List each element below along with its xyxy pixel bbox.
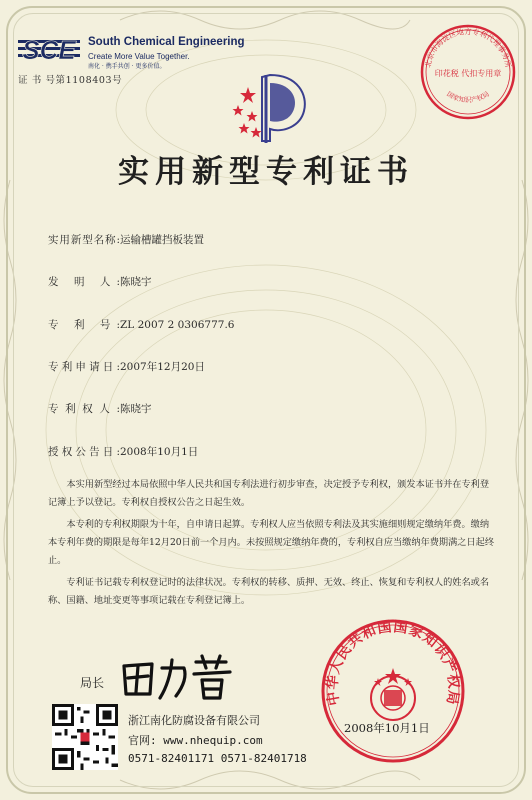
grant-date-field: [48, 444, 198, 459]
seal-ring-text: 中华人民共和国国家知识产权局: [324, 619, 462, 707]
utility-model-name-field: [48, 232, 204, 247]
paragraph-grant-statement: [48, 476, 496, 512]
sce-logo-icon: [18, 34, 80, 64]
utility-model-name-value: 运输槽罐挡板装置: [120, 234, 204, 246]
director-label: 局长: [80, 676, 105, 690]
filing-date-field: [48, 359, 205, 374]
company-tagline-cn: 南化 · 携手共创 · 更多价值。: [88, 63, 166, 70]
company-tagline: Create More Value Together.: [88, 52, 190, 61]
patentee-label: 专利权人:: [48, 403, 120, 415]
seal-top-bottom-text: 国家知识产权局: [445, 89, 491, 105]
certificate-number: 证 书 号第1108403号: [18, 75, 123, 86]
paragraph-term-and-fees: [48, 516, 496, 570]
paragraph-text: 本专利的专利权期限为十年，自申请日起算。专利权人应当依照专利法及其实施细则规定缴纳年费。缴纳本专利年费的期限是每年12月20日前一个月内。未按照规定缴纳年费的，专利权自应当缴纳年费期满之日起终止。: [48, 519, 495, 566]
seal-top-center-text: 印花税 代扣专用章: [434, 69, 502, 78]
inventor-field: [48, 274, 152, 289]
stamp-website: 官网: www.nhequip.com: [128, 734, 263, 747]
paragraph-text: 本实用新型经过本局依照中华人民共和国专利法进行初步审查，决定授予专利权，颁发本证书并在专利登记簿上予以登记。专利权自授权公告之日起生效。: [48, 479, 490, 508]
grant-date-label: 授权公告日:: [48, 446, 120, 458]
patent-number-field: [48, 317, 234, 332]
logo-text: SCE: [22, 35, 76, 64]
patent-office-emblem-icon: [226, 65, 310, 149]
patent-number-value: ZL 2007 2 0306777.6: [120, 319, 235, 331]
company-name: South Chemical Engineering: [88, 36, 245, 48]
patent-office-seal-icon: [318, 616, 468, 766]
svg-text:北京市海淀区地方专利代理事务所: [423, 27, 513, 69]
grant-date-value: 2008年10月1日: [120, 446, 199, 458]
stamp-phone: 0571-82401171 0571-82401718: [128, 752, 307, 765]
svg-text:国家知识产权局: [445, 89, 491, 104]
director-signature-icon: [118, 652, 244, 704]
tax-stamp-seal-icon: [418, 22, 518, 122]
inventor-value: 陈晓宇: [120, 276, 152, 288]
patentee-value: 陈晓宇: [120, 403, 152, 415]
certificate-title: 实用新型专利证书: [118, 154, 414, 190]
patentee-field: [48, 401, 152, 416]
stamp-company-name: 浙江南化防腐设备有限公司: [128, 714, 260, 727]
patent-number-label: 专 利 号:: [48, 319, 120, 331]
paragraph-registry-note: [48, 574, 496, 610]
issue-date: 2008年10月1日: [344, 721, 430, 735]
filing-date-value: 2007年12月20日: [120, 361, 205, 373]
utility-model-name-label: 实用新型名称:: [48, 234, 120, 246]
inventor-label: 发 明 人:: [48, 276, 120, 288]
paragraph-text: 专利证书记载专利权登记时的法律状况。专利权的转移、质押、无效、终止、恢复和专利权人的姓名或名称、国籍、地址变更等事项记载在专利登记簿上。: [48, 577, 490, 606]
qr-code-icon: [52, 704, 118, 770]
seal-top-ring-text: 北京市海淀区地方专利代理事务所: [423, 27, 513, 69]
filing-date-label: 专利申请日:: [48, 361, 120, 373]
